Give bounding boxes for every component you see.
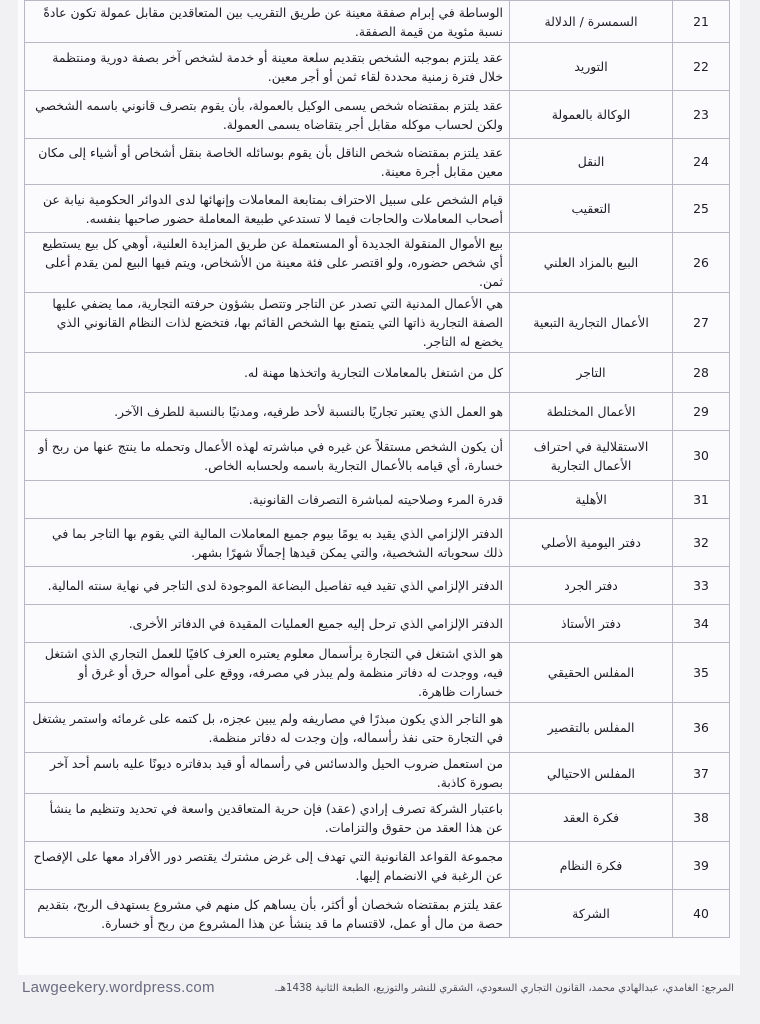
term-cell: دفتر اليومية الأصلي (510, 519, 673, 567)
definition-cell: بيع الأموال المنقولة الجديدة أو المستعملة عن طريق المزايدة العلنية، أوهي كل بيع يستطيع أي شخص حضوره، ولو اقتصر على فئة معينة من الأشخاص، ويتم فيها البيع لمن يقدم أعلى ثمن. (25, 233, 510, 293)
term-cell: الأعمال المختلطة (510, 393, 673, 431)
definition-cell: عقد يلتزم بموجبه الشخص بتقديم سلعة معينة أو خدمة لشخص آخر بصفة دورية ومنتظمة خلال فترة زمنية محددة لقاء ثمن أو أجر معين. (25, 43, 510, 91)
definition-cell: من استعمل ضروب الحيل والدسائس في رأسماله أو قيد بدفاتره ديونًا عليه باسم أحد آخر بصورة كاذبة. (25, 753, 510, 794)
term-cell: فكرة العقد (510, 794, 673, 842)
definition-cell: باعتبار الشركة تصرف إرادي (عقد) فإن حرية المتعاقدين واسعة في تحديد وتنظيم ما ينشأ عن هذا العقد من حقوق والتزامات. (25, 794, 510, 842)
term-cell: الاستقلالية في احتراف الأعمال التجارية (510, 431, 673, 481)
row-number: 27 (673, 293, 730, 353)
row-number: 37 (673, 753, 730, 794)
definition-cell: هو الذي اشتغل في التجارة برأسمال معلوم يعتبره العرف كافيًا للعمل التجاري الذي اشتغل فيه، ووجدت له دفاتر منظمة ولم يبذر في مصرفه، ووقع على أمواله حرق أو غرق أو خسارات ظاهرة. (25, 643, 510, 703)
term-cell: المفلس الحقيقي (510, 643, 673, 703)
footer-reference: المرجع: الغامدي، عبدالهادي محمد، القانون التجاري السعودي، الشقري للنشر والتوزيع، الطبعة الثانية 1438هـ. (274, 983, 734, 994)
table-row (25, 431, 730, 481)
term-cell: فكرة النظام (510, 842, 673, 890)
definition-cell: الدفتر الإلزامي الذي تقيد فيه تفاصيل البضاعة الموجودة لدى التاجر في نهاية سنته المالية. (25, 567, 510, 605)
term-cell: دفتر الجرد (510, 567, 673, 605)
table-row (25, 1, 730, 43)
row-number: 28 (673, 353, 730, 393)
table-row (25, 91, 730, 139)
row-number: 25 (673, 185, 730, 233)
table-row (25, 643, 730, 703)
table-row (25, 139, 730, 185)
row-number: 36 (673, 703, 730, 753)
definition-cell: عقد يلتزم بمقتضاه شخص الناقل بأن يقوم بوسائله الخاصة بنقل أشخاص أو أشياء إلى مكان معين مقابل أجرة معينة. (25, 139, 510, 185)
definition-cell: عقد يلتزم بمقتضاه شخصان أو أكثر، بأن يساهم كل منهم في مشروع يستهدف الربح، بتقديم حصة من مال أو عمل، لاقتسام ما قد ينشأ عن هذا المشروع من ربح أو خسارة. (25, 890, 510, 938)
row-number: 40 (673, 890, 730, 938)
table-row (25, 794, 730, 842)
table-row (25, 605, 730, 643)
row-number: 34 (673, 605, 730, 643)
term-cell: التوريد (510, 43, 673, 91)
row-number: 24 (673, 139, 730, 185)
row-number: 31 (673, 481, 730, 519)
table-row (25, 703, 730, 753)
term-cell: المفلس الاحتيالي (510, 753, 673, 794)
table-row (25, 567, 730, 605)
term-cell: النقل (510, 139, 673, 185)
definition-cell: هو التاجر الذي يكون مبذرًا في مصاريفه ولم يبين عجزه، بل كتمه على غرمائه واستمر يشتغل في التجارة حتى نفذ رأسماله، وإن وجدت له دفاتر منظمة. (25, 703, 510, 753)
table-row (25, 890, 730, 938)
term-cell: السمسرة / الدلالة (510, 1, 673, 43)
definition-cell: كل من اشتغل بالمعاملات التجارية واتخذها مهنة له. (25, 353, 510, 393)
row-number: 33 (673, 567, 730, 605)
term-cell: الأعمال التجارية التبعية (510, 293, 673, 353)
table-row (25, 43, 730, 91)
row-number: 29 (673, 393, 730, 431)
table-row (25, 481, 730, 519)
definition-cell: قيام الشخص على سبيل الاحتراف بمتابعة المعاملات وإنهائها لدى الدوائر الحكومية نيابة عن أصحاب المعاملات والحاجات فيما لا تستدعي طبيعة المعاملة حضور صاحبها بنفسه. (25, 185, 510, 233)
row-number: 30 (673, 431, 730, 481)
definition-cell: الوساطة في إبرام صفقة معينة عن طريق التقريب بين المتعاقدين مقابل عمولة تكون عادةً نسبة مئوية من قيمة الصفقة. (25, 1, 510, 43)
table-row (25, 393, 730, 431)
table-row (25, 353, 730, 393)
term-cell: دفتر الأستاذ (510, 605, 673, 643)
definition-cell: هو العمل الذي يعتبر تجاريًا بالنسبة لأحد طرفيه، ومدنيًا بالنسبة للطرف الآخر. (25, 393, 510, 431)
row-number: 35 (673, 643, 730, 703)
table-row (25, 293, 730, 353)
table-row (25, 233, 730, 293)
row-number: 22 (673, 43, 730, 91)
table-row (25, 519, 730, 567)
term-cell: التعقيب (510, 185, 673, 233)
row-number: 32 (673, 519, 730, 567)
definition-cell: هي الأعمال المدنية التي تصدر عن التاجر وتتصل بشؤون حرفته التجارية، مما يضفي عليها الصفة التجارية ذاتها التي يتمتع بها الشخص القائم بها، فتخضع لذات النظام القانوني الذي يخضع له التاجر. (25, 293, 510, 353)
row-number: 21 (673, 1, 730, 43)
definition-cell: قدرة المرء وصلاحيته لمباشرة التصرفات القانونية. (25, 481, 510, 519)
definition-cell: أن يكون الشخص مستقلاً عن غيره في مباشرته لهذه الأعمال وتحمله ما ينتج عنها من ربح أو خسارة، أي قيامه بالأعمال التجارية باسمه ولحسابه الخاص. (25, 431, 510, 481)
definition-cell: مجموعة القواعد القانونية التي تهدف إلى غرض مشترك يقتصر دور الأفراد معها على الإفصاح عن الرغبة في الانضمام إليها. (25, 842, 510, 890)
terms-table (24, 0, 730, 938)
definition-cell: الدفتر الإلزامي الذي ترحل إليه جميع العمليات المقيدة في الدفاتر الأخرى. (25, 605, 510, 643)
term-cell: المفلس بالتقصير (510, 703, 673, 753)
row-number: 39 (673, 842, 730, 890)
table-row (25, 185, 730, 233)
table-row (25, 842, 730, 890)
term-cell: التاجر (510, 353, 673, 393)
term-cell: الشركة (510, 890, 673, 938)
definition-cell: الدفتر الإلزامي الذي يقيد به يومًا بيوم جميع المعاملات المالية التي يقوم بها التاجر بما في ذلك سحوباته الشخصية، والتي يمكن قيدها إجمالًا شهرًا بشهر. (25, 519, 510, 567)
term-cell: البيع بالمزاد العلني (510, 233, 673, 293)
table-row (25, 753, 730, 794)
term-cell: الأهلية (510, 481, 673, 519)
row-number: 38 (673, 794, 730, 842)
definition-cell: عقد يلتزم بمقتضاه شخص يسمى الوكيل بالعمولة، بأن يقوم بتصرف قانوني باسمه الشخصي ولكن لحساب موكله مقابل أجر يتقاضاه يسمى العمولة. (25, 91, 510, 139)
row-number: 23 (673, 91, 730, 139)
term-cell: الوكالة بالعمولة (510, 91, 673, 139)
row-number: 26 (673, 233, 730, 293)
footer-website[interactable]: Lawgeekery.wordpress.com (22, 979, 215, 996)
